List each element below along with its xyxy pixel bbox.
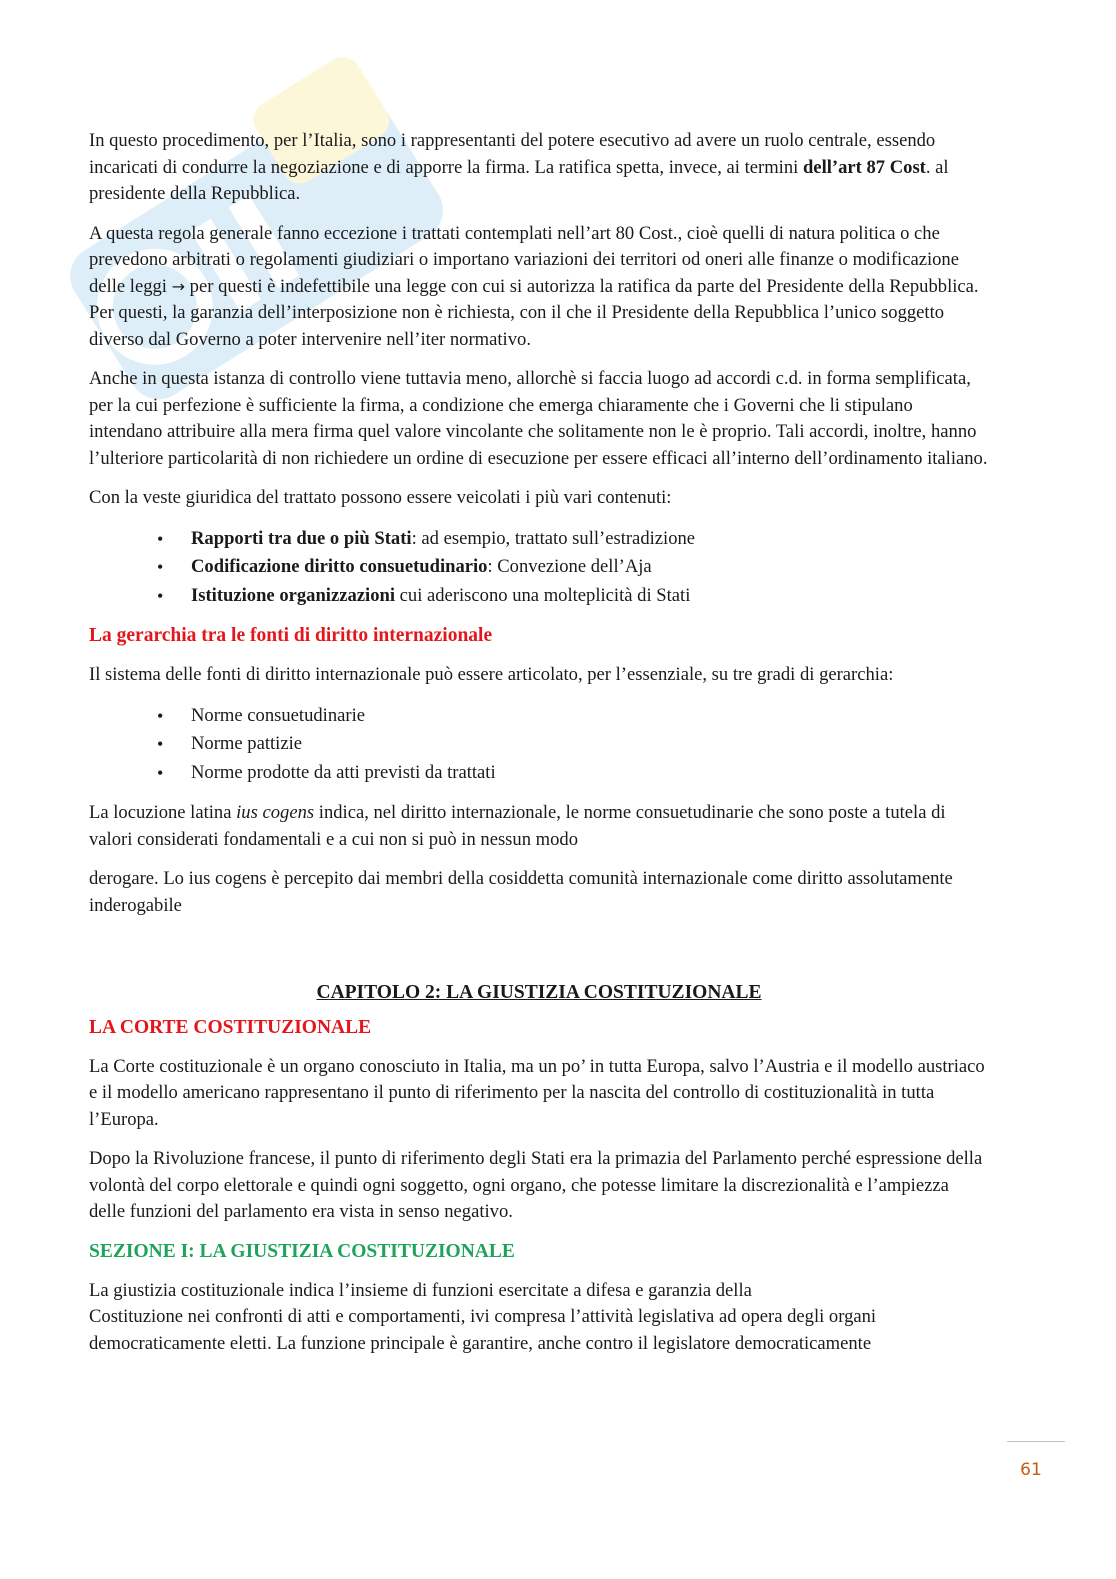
chapter-title: CAPITOLO 2: LA GIUSTIZIA COSTITUZIONALE <box>316 982 762 1003</box>
paragraph-ius-cogens: La locuzione latina ius cogens indica, nel diritto internazionale, le norme consuetudinarie che sono poste a tutela di valori considerati fondamentali e a cui non si può in nessun modo <box>89 802 946 850</box>
list-item: • Istituzione organizzazioni cui aderiscono una molteplicità di Stati <box>191 582 989 611</box>
list-item: • Norme consuetudinarie <box>191 702 989 731</box>
footer-divider <box>1007 1441 1065 1442</box>
heading-corte-costituzionale: LA CORTE COSTITUZIONALE <box>89 1016 372 1038</box>
list-item: • Rapporti tra due o più Stati: ad esempio, trattato sull’estradizione <box>191 525 989 554</box>
paragraph-veste-giuridica: Con la veste giuridica del trattato possono essere veicolati i più vari contenuti: <box>89 487 672 508</box>
paragraph-derogare: derogare. Lo ius cogens è percepito dai membri della cosiddetta comunità internazionale come diritto assolutamente inderogabile <box>89 868 953 916</box>
right-arrow-icon: → <box>171 276 186 296</box>
list-item: • Codificazione diritto consuetudinario: Convezione dell’Aja <box>191 553 989 582</box>
heading-gerarchia-fonti: La gerarchia tra le fonti di diritto internazionale <box>89 625 493 646</box>
list-contenuti-trattati <box>89 525 989 611</box>
document-body <box>89 128 989 1370</box>
paragraph-ratifica: In questo procedimento, per l’Italia, sono i rappresentanti del potere esecutivo ad avere un ruolo centrale, essendo incaricati di condurre la negoziazione e di apporre la firma. La ratifica spetta, invece, ai termini dell’art 87 Cost. al presidente della Repubblica. <box>89 130 949 204</box>
paragraph-rivoluzione-francese: Dopo la Rivoluzione francese, il punto di riferimento degli Stati era la primazia del Parlamento perché espressione della volontà del corpo elettorale e quindi ogni soggetto, ogni organo, che potesse limitare la discrezionalità e l’ampiezza delle funzioni del parlamento era vista in senso negativo. <box>89 1148 983 1222</box>
list-item: • Norme pattizie <box>191 730 989 759</box>
paragraph-eccezione-art80: A questa regola generale fanno eccezione i trattati contemplati nell’art 80 Cost., cioè quelli di natura politica o che prevedono arbitrati o regolamenti giudiziari o importano variazioni dei territori od oneri alle finanze o modificazione delle leggi → per questi è indefettibile una legge con cui si autorizza la ratifica da parte del Presidente della Repubblica. Per questi, la garanzia dell’interposizione non è richiesta, con il che il Presidente della Repubblica l’unico soggetto diverso dal Governo a poter intervenire nell’iter normativo. <box>89 222 979 350</box>
list-gradi-gerarchia <box>89 702 989 788</box>
heading-sezione-i: SEZIONE I: LA GIUSTIZIA COSTITUZIONALE <box>89 1240 515 1262</box>
paragraph-sistema-fonti: Il sistema delle fonti di diritto internazionale può essere articolato, per l’essenziale, su tre gradi di gerarchia: <box>89 664 894 685</box>
paragraph-corte: La Corte costituzionale è un organo conosciuto in Italia, ma un po’ in tutta Europa, salvo l’Austria e il modello austriaco e il modello americano rappresentano il punto di riferimento per la nascita del controllo di costituzionalità in tutta l’Europa. <box>89 1055 985 1130</box>
list-item: • Norme prodotte da atti previsti da trattati <box>191 759 989 788</box>
paragraph-giustizia-costituzionale: La giustizia costituzionale indica l’insieme di funzioni esercitate a difesa e garanzia della Costituzione nei confronti di atti e comportamenti, ivi compresa l’attività legislativa ad opera degli organi democraticamente eletti. La funzione principale è garantire, anche contro il legislatore democraticamente <box>89 1279 877 1354</box>
page-number: 61 <box>1020 1460 1042 1480</box>
paragraph-accordi-semplificati: Anche in questa istanza di controllo viene tuttavia meno, allorchè si faccia luogo ad accordi c.d. in forma semplificata, per la cui perfezione è sufficiente la firma, a condizione che emerga chiaramente che i Governi che li stipulano intendano attribuire alla mera firma quel valore vincolante che solitamente non le è proprio. Tali accordi, inoltre, hanno l’ulteriore particolarità di non richiedere un ordine di esecuzione per essere efficaci all’interno dell’ordinamento italiano. <box>89 368 988 469</box>
